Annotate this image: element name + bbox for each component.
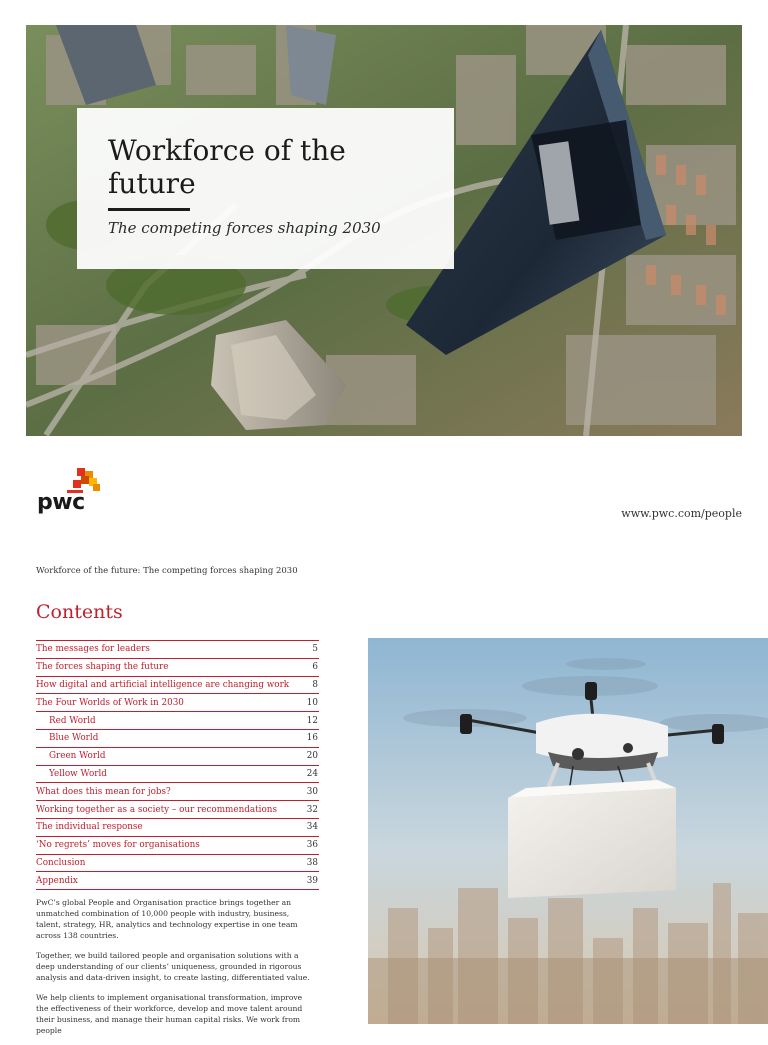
toc-item-label: Red World bbox=[49, 715, 96, 726]
toc-item[interactable] bbox=[36, 801, 319, 819]
toc-subitem[interactable] bbox=[36, 748, 319, 766]
title-divider bbox=[108, 208, 190, 211]
toc-item-page: 5 bbox=[312, 644, 318, 655]
toc-item-page: 39 bbox=[306, 875, 318, 886]
toc-item-page: 6 bbox=[312, 662, 318, 673]
toc-item-label: Appendix bbox=[36, 875, 78, 886]
toc-subitem[interactable] bbox=[36, 730, 319, 748]
toc-item-page: 10 bbox=[306, 697, 318, 708]
toc-item[interactable] bbox=[36, 677, 319, 695]
intro-paragraph: We help clients to implement organisational transformation, improve the effectiveness of their workforce, develop and move talent around their business, and manage their human capital risks. We work from people bbox=[36, 993, 303, 1035]
toc-subitem[interactable] bbox=[36, 712, 319, 730]
toc-item[interactable] bbox=[36, 872, 319, 890]
toc-item-label: ‘No regrets’ moves for organisations bbox=[36, 840, 200, 851]
toc-item-label: Blue World bbox=[49, 733, 99, 744]
toc-item-label: How digital and artificial intelligence are changing work bbox=[36, 679, 290, 690]
toc-item[interactable] bbox=[36, 783, 319, 801]
toc-item[interactable] bbox=[36, 694, 319, 712]
toc-item-page: 24 bbox=[306, 768, 318, 779]
toc-item[interactable] bbox=[36, 641, 319, 659]
cover-title-box bbox=[77, 108, 454, 269]
toc-item-label: The individual response bbox=[36, 822, 143, 833]
toc-item-page: 36 bbox=[306, 840, 318, 851]
toc-item-label: The Four Worlds of Work in 2030 bbox=[36, 697, 184, 708]
toc-item[interactable] bbox=[36, 819, 319, 837]
running-header: Workforce of the future: The competing forces shaping 2030 bbox=[36, 566, 298, 576]
toc-item-page: 16 bbox=[306, 733, 318, 744]
toc-item-page: 30 bbox=[306, 786, 318, 797]
toc-item-page: 8 bbox=[312, 679, 318, 690]
cover-title: Workforce of the future bbox=[108, 134, 346, 200]
delivery-drone-photo bbox=[368, 638, 768, 1024]
toc-item-label: Green World bbox=[49, 751, 106, 762]
toc-item[interactable] bbox=[36, 855, 319, 873]
toc-item-page: 34 bbox=[306, 822, 318, 833]
pwc-logo-text: pwc bbox=[37, 490, 85, 515]
toc-item-page: 12 bbox=[306, 715, 318, 726]
cover-subtitle: The competing forces shaping 2030 bbox=[108, 219, 381, 237]
toc-item[interactable] bbox=[36, 837, 319, 855]
contents-heading: Contents bbox=[36, 601, 123, 623]
pwc-logo bbox=[37, 468, 107, 520]
toc-item-label: What does this mean for jobs? bbox=[36, 786, 171, 797]
toc-subitem[interactable] bbox=[36, 766, 319, 784]
toc-item[interactable] bbox=[36, 659, 319, 677]
toc-item-page: 32 bbox=[306, 804, 318, 815]
toc-item-label: Working together as a society – our recommendations bbox=[36, 804, 277, 815]
intro-paragraph: Together, we build tailored people and organisation solutions with a deep understanding of our clients’ uniqueness, grounded in rigorous analysis and data-driven insight, to create lasting, differentiated value. bbox=[36, 951, 310, 982]
intro-text bbox=[36, 897, 314, 1045]
table-of-contents bbox=[36, 640, 319, 890]
toc-item-page: 38 bbox=[306, 857, 318, 868]
toc-item-label: The forces shaping the future bbox=[36, 662, 169, 673]
toc-item-label: Yellow World bbox=[49, 768, 107, 779]
toc-item-page: 20 bbox=[306, 751, 318, 762]
intro-paragraph: PwC’s global People and Organisation practice brings together an unmatched combination of 10,000 people with industry, business, talent, strategy, HR, analytics and technology expertise in one team across 138 countries. bbox=[36, 898, 298, 940]
toc-item-label: The messages for leaders bbox=[36, 644, 150, 655]
toc-item-label: Conclusion bbox=[36, 857, 86, 868]
pwc-website-link[interactable]: www.pwc.com/people bbox=[621, 507, 742, 520]
